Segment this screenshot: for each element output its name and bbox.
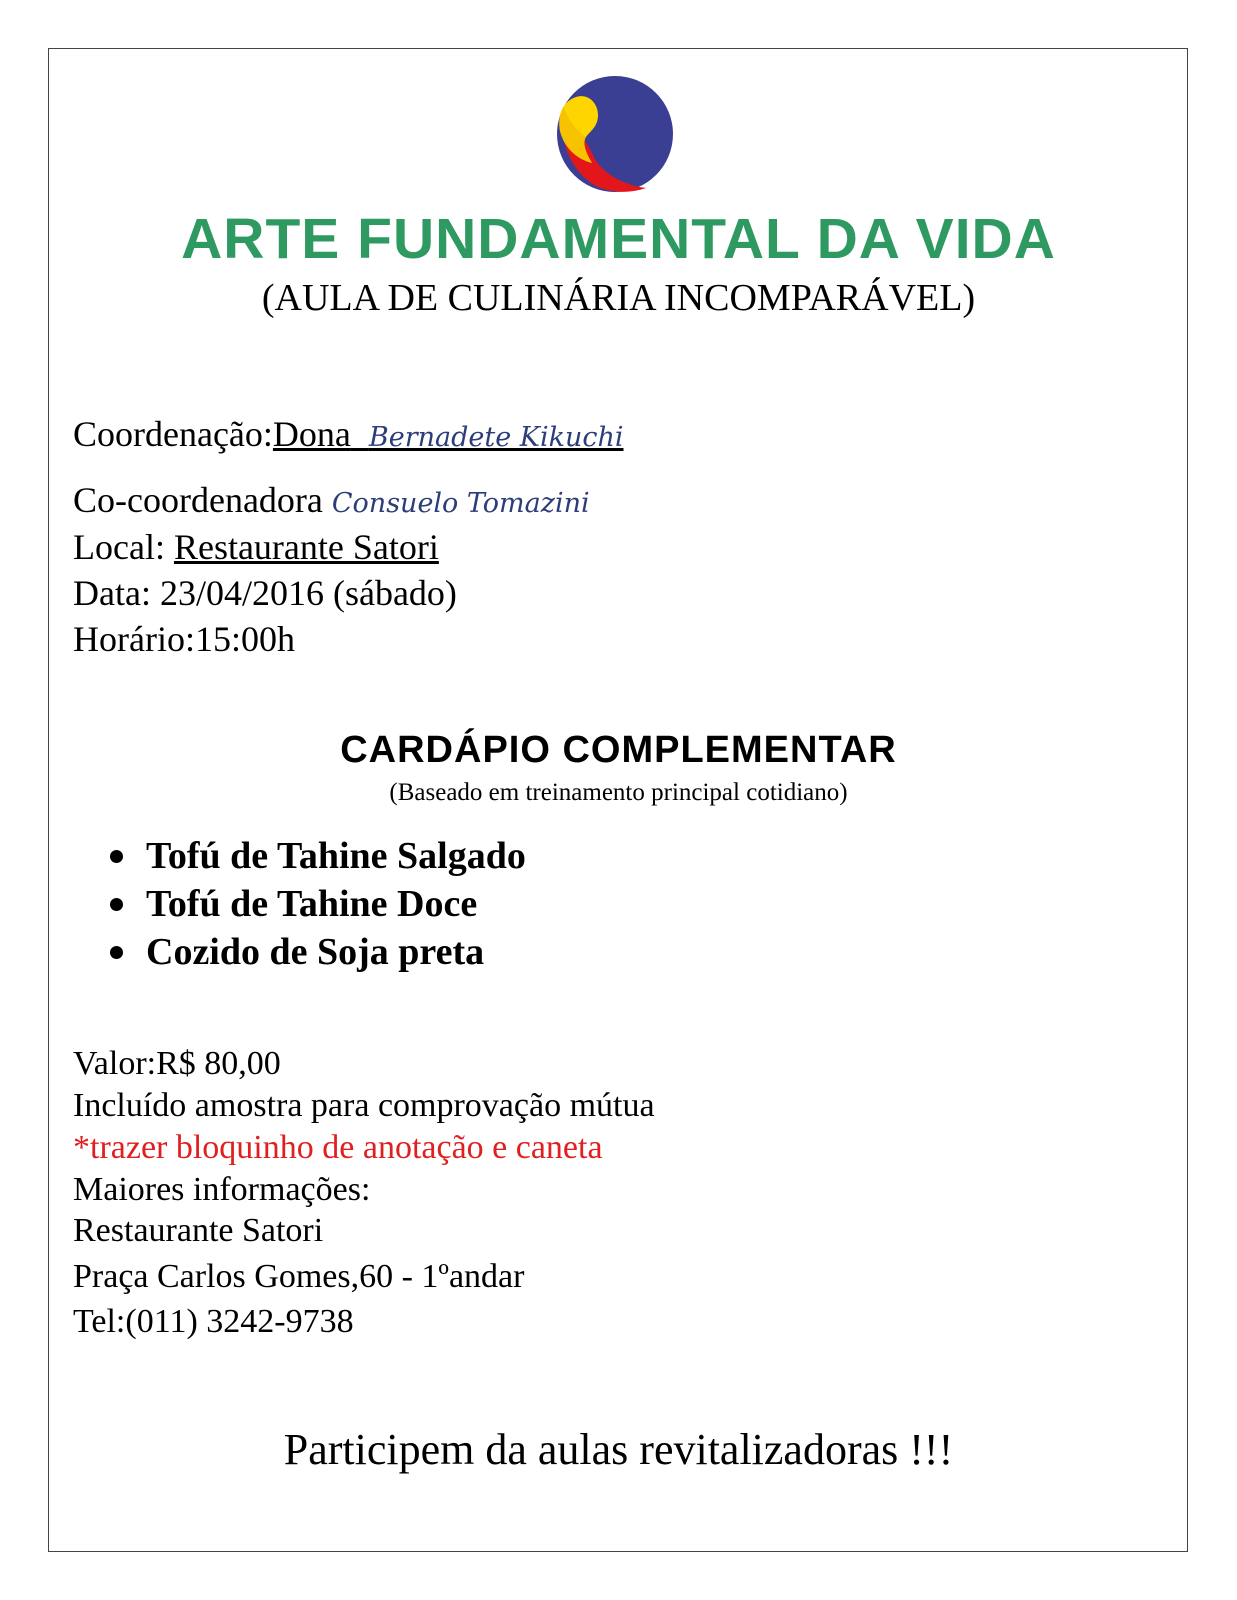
bullet-icon <box>110 850 123 863</box>
menu-subtitle: (Baseado em treinamento principal cotidiano) <box>389 779 848 806</box>
cocoord-label: Co-coordenadora <box>73 480 323 520</box>
menu-list <box>108 832 526 976</box>
page-title: ARTE FUNDAMENTAL DA VIDA <box>181 207 1056 271</box>
menu-item-label: Cozido de Soja preta <box>146 931 485 973</box>
bullet-icon <box>110 898 123 911</box>
data-line: Data: 23/04/2016 (sábado) <box>73 573 457 613</box>
page-subtitle: (AULA DE CULINÁRIA INCOMPARÁVEL) <box>261 277 976 319</box>
bullet-icon <box>110 946 123 959</box>
menu-item <box>108 928 526 976</box>
coordenacao-value <box>273 414 624 454</box>
local-line <box>73 525 439 569</box>
menu-item-label: Tofú de Tahine Doce <box>146 883 478 925</box>
closing-message: Participem da aulas revitalizadoras !!! <box>283 1425 954 1474</box>
local-value: Restaurante Satori <box>173 527 439 567</box>
restaurante-name: Restaurante Satori <box>73 1212 324 1249</box>
coordenacao-label: Coordenação: <box>73 414 273 454</box>
coordenacao-prefix: Dona <box>272 414 351 454</box>
circular-logo-icon <box>554 73 676 195</box>
menu-item-label: Tofú de Tahine Salgado <box>146 835 526 877</box>
local-label: Local: <box>73 527 165 567</box>
menu-item <box>108 880 526 928</box>
incluido-line: Incluído amostra para comprovação mútua <box>73 1087 655 1124</box>
phone-line: Tel:(011) 3242-9738 <box>73 1303 354 1340</box>
trazer-note: *trazer bloquinho de anotação e caneta <box>73 1129 603 1166</box>
horario-line: Horário:15:00h <box>73 619 295 659</box>
maiores-informacoes: Maiores informações: <box>73 1171 371 1208</box>
menu-title: CARDÁPIO COMPLEMENTAR <box>340 729 897 771</box>
address-line: Praça Carlos Gomes,60 - 1ºandar <box>73 1258 525 1295</box>
cocoordenadora-line <box>73 478 590 526</box>
cocoord-name: Consuelo Tomazini <box>331 488 590 519</box>
valor-line: Valor:R$ 80,00 <box>73 1045 281 1082</box>
menu-item <box>108 832 526 880</box>
coordenacao-line <box>73 412 624 460</box>
coordenacao-name: Bernadete Kikuchi <box>368 422 624 453</box>
